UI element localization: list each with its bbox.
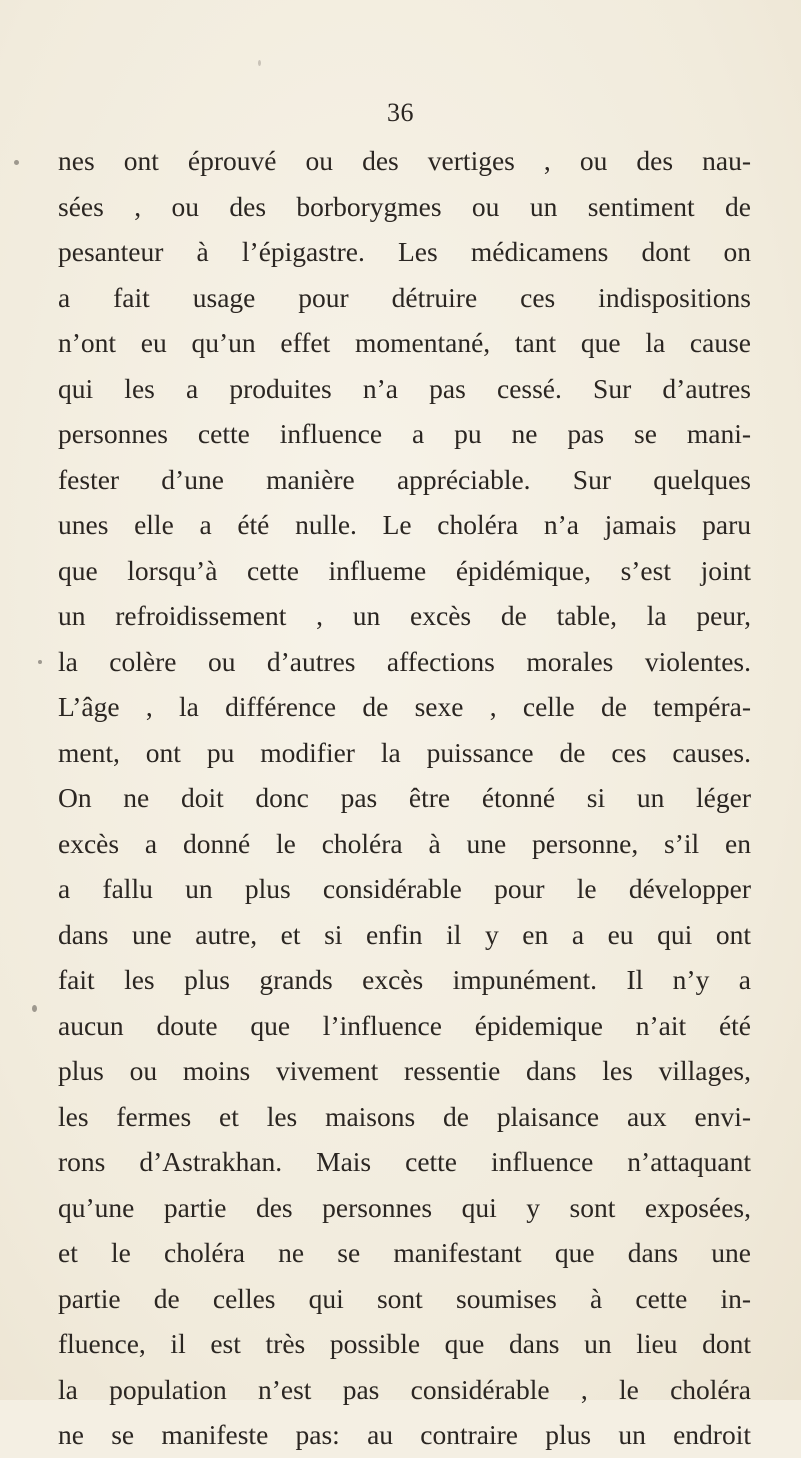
text-line: les fermes et les maisons de plaisance aux envi-	[58, 1100, 751, 1132]
ink-speck	[38, 660, 42, 664]
text-line: On ne doit donc pas être étonné si un léger	[58, 782, 751, 813]
text-line: unes elle a été nulle. Le choléra n’a jamais paru	[58, 509, 751, 540]
text-line: sées , ou des borborygmes ou un sentiment de	[58, 190, 751, 222]
text-line: a fait usage pour détruire ces indispositions	[58, 281, 751, 313]
body-text	[58, 138, 751, 1458]
page-number: 36	[387, 98, 414, 127]
text-line: fait les plus grands excès impunément. Il n’y a	[58, 964, 751, 995]
text-line: qui les a produites n’a pas cessé. Sur d’autres	[58, 372, 751, 404]
text-line: partie de celles qui sont soumises à cette in-	[58, 1282, 751, 1314]
text-line: pesanteur à l’épigastre. Les médicamens dont on	[58, 236, 751, 267]
text-line: la population n’est pas considérable , le choléra	[58, 1373, 751, 1405]
text-line: rons d’Astrakhan. Mais cette influence n’attaquant	[58, 1146, 751, 1177]
text-line: aucun doute que l’influence épidemique n’ait été	[58, 1009, 751, 1041]
text-line: ne se manifeste pas: au contraire plus un endroit	[58, 1419, 751, 1450]
text-line: a fallu un plus considérable pour le développer	[58, 873, 751, 904]
text-line: que lorsqu’à cette influeme épidémique, s’est joint	[58, 554, 751, 586]
text-line: fester d’une manière appréciable. Sur quelques	[58, 463, 751, 495]
text-line: et le choléra ne se manifestant que dans une	[58, 1237, 751, 1268]
text-line: personnes cette influence a pu ne pas se mani-	[58, 418, 751, 449]
text-line: fluence, il est très possible que dans un lieu dont	[58, 1328, 751, 1359]
text-line: n’ont eu qu’un effet momentané, tant que la cause	[58, 327, 751, 358]
text-line: nes ont éprouvé ou des vertiges , ou des nau-	[58, 145, 751, 176]
text-line: un refroidissement , un excès de table, la peur,	[58, 600, 751, 631]
ink-speck	[14, 160, 19, 165]
text-line: ment, ont pu modifier la puissance de ces causes.	[58, 736, 751, 768]
text-line: L’âge , la différence de sexe , celle de tempéra-	[58, 691, 751, 722]
ink-speck	[32, 1005, 37, 1012]
text-line: la colère ou d’autres affections morales violentes.	[58, 645, 751, 677]
text-line: qu’une partie des personnes qui y sont exposées,	[58, 1191, 751, 1223]
ink-speck	[258, 60, 261, 66]
text-line: plus ou moins vivement ressentie dans les villages,	[58, 1055, 751, 1086]
text-line: dans une autre, et si enfin il y en a eu qui ont	[58, 918, 751, 950]
text-line: excès a donné le choléra à une personne, s’il en	[58, 827, 751, 859]
